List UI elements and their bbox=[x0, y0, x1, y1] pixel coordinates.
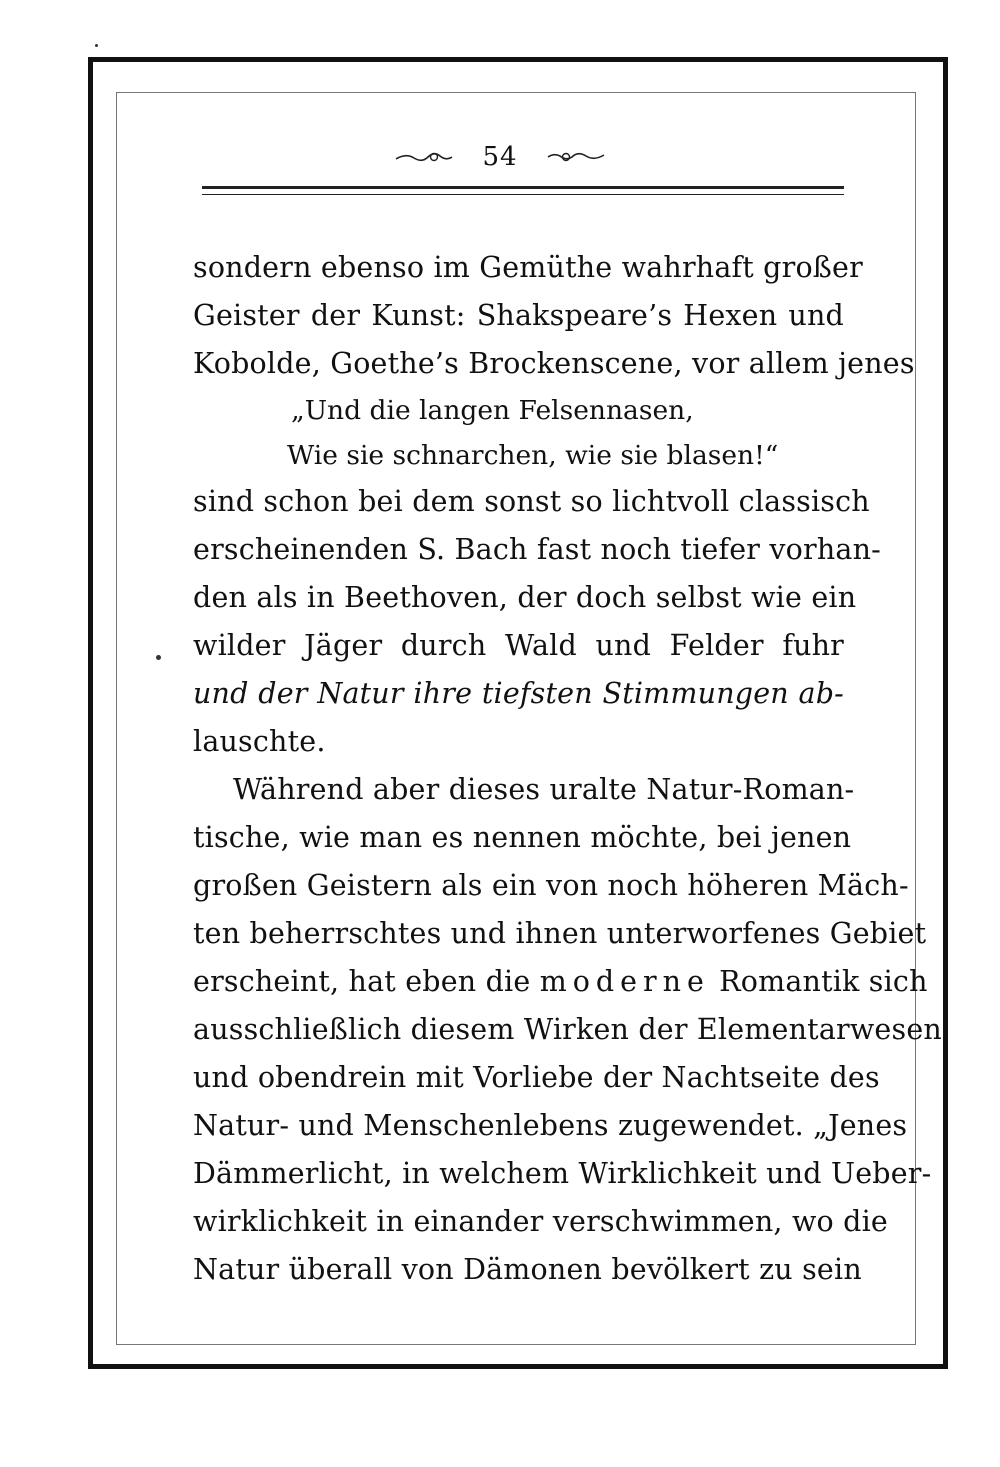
verse-line: Wie sie schnarchen, wie sie blasen!“ bbox=[287, 440, 779, 471]
text-line: Kobolde, Goethe’s Brockenscene, vor allem jenes bbox=[193, 347, 915, 380]
text-line: Dämmerlicht, in welchem Wirklichkeit und Ueber- bbox=[193, 1157, 932, 1190]
text-line: großen Geistern als ein von noch höheren Mäch- bbox=[193, 869, 909, 902]
page-number: 54 bbox=[482, 142, 518, 172]
text-line: sind schon bei dem sonst so lichtvoll classisch bbox=[193, 485, 870, 518]
text-line: ausschließlich diesem Wirken der Elementarwesen bbox=[193, 1013, 942, 1046]
text-line: Während aber dieses uralte Natur-Roman- bbox=[233, 773, 855, 806]
verse-line: „Und die langen Felsennasen, bbox=[291, 395, 694, 426]
text-line: wirklichkeit in einander verschwimmen, wo die bbox=[193, 1205, 888, 1238]
header-rule-thin bbox=[202, 194, 844, 195]
text-line: ten beherrschtes und ihnen unterworfenes Gebiet bbox=[193, 917, 927, 950]
text-segment: Romantik sich bbox=[719, 965, 928, 998]
text-line: und obendrein mit Vorliebe der Nachtseite des bbox=[193, 1061, 880, 1094]
emphasized-word: moderne bbox=[539, 965, 710, 998]
text-line: wilder Jäger durch Wald und Felder fuhr bbox=[193, 629, 844, 662]
body-text bbox=[193, 244, 942, 1294]
speck-mark bbox=[156, 655, 161, 660]
ornament-left-icon bbox=[394, 147, 454, 167]
text-line: Natur- und Menschenlebens zugewendet. „Jenes bbox=[193, 1109, 908, 1142]
text-line: Geister der Kunst: Shakspeare’s Hexen und bbox=[193, 299, 844, 332]
text-line bbox=[193, 958, 928, 1006]
text-line: tische, wie man es nennen möchte, bei jenen bbox=[193, 821, 852, 854]
text-line: den als in Beethoven, der doch selbst wie ein bbox=[193, 581, 857, 614]
text-line: lauschte. bbox=[193, 725, 326, 758]
text-line: und der Natur ihre tiefsten Stimmungen ab- bbox=[193, 677, 844, 710]
text-segment: erscheint, hat eben die bbox=[193, 965, 531, 998]
text-line: sondern ebenso im Gemüthe wahrhaft großer bbox=[193, 251, 863, 284]
text-line: Natur überall von Dämonen bevölkert zu sein bbox=[193, 1253, 862, 1286]
ornament-right-icon bbox=[546, 147, 606, 167]
header-rule-thick bbox=[202, 186, 844, 189]
text-line: erscheinenden S. Bach fast noch tiefer vorhan- bbox=[193, 533, 881, 566]
page-header bbox=[0, 134, 1000, 180]
speck-mark bbox=[95, 44, 98, 47]
